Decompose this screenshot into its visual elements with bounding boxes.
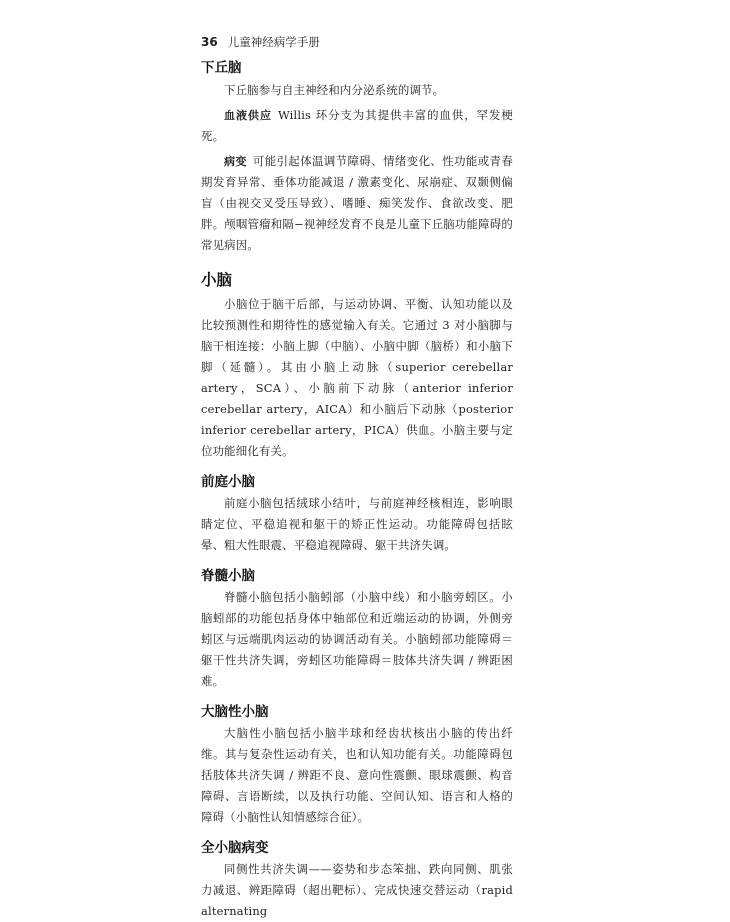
- cerebrocerebellum-text: 大脑性小脑包括小脑半球和经齿状核出小脑的传出纤维。其与复杂性运动有关，也和认知功能有关。功能障碍包括肢体共济失调 / 辨距不良、意向性震颤、眼球震颤、构音障碍、言语断续，以及执行功能、空间认知、语言和人格的障碍（小脑性认知情感综合征）。: [201, 726, 513, 824]
- lesion-term: 病变: [224, 155, 247, 168]
- page-header: [201, 34, 320, 50]
- page-number: 36: [201, 35, 218, 49]
- heading-pancerebellar: 全小脑病变: [201, 840, 269, 856]
- vestibulocerebellum-text: 前庭小脑包括绒球小结叶，与前庭神经核相连，影响眼睛定位、平稳追视和躯干的矫正性运动。功能障碍包括眩晕、粗大性眼震、平稳追视障碍、躯干共济失调。: [201, 496, 513, 552]
- heading-cerebrocerebellum: 大脑性小脑: [201, 704, 269, 720]
- heading-hypothalamus: 下丘脑: [201, 60, 242, 76]
- hypothalamus-intro: 下丘脑参与自主神经和内分泌系统的调节。: [224, 83, 445, 97]
- blood-supply-text: Willis 环分支为其提供丰富的血供，罕发梗死。: [201, 108, 513, 143]
- lesion-text: 可能引起体温调节障碍、情绪变化、性功能或青春期发育异常、垂体功能减退 / 激素变化、尿崩症、双颞侧偏盲（由视交叉受压导致）、嗜睡、痴笑发作、食欲改变、肥胖。颅咽管瘤和隔−视神经发育不良是儿童下丘脑功能障碍的常见病因。: [201, 154, 513, 252]
- pancerebellar-text: 同侧性共济失调——姿势和步态笨拙、跌向同侧、肌张力减退、辨距障碍（超出靶标）、完成快速交替运动（rapid alternating: [201, 862, 513, 918]
- page-content: [201, 56, 513, 922]
- spinocerebellum-text: 脊髓小脑包括小脑蚓部（小脑中线）和小脑旁蚓区。小脑蚓部的功能包括身体中轴部位和近端运动的协调，外侧旁蚓区与远端肌肉运动的协调活动有关。小脑蚓部功能障碍＝躯干性共济失调，旁蚓区功能障碍＝肢体共济失调 / 辨距困难。: [201, 590, 513, 688]
- heading-cerebellum: 小脑: [201, 271, 233, 289]
- hypothalamus-blood-supply: [201, 105, 513, 147]
- running-title: 儿童神经病学手册: [227, 35, 320, 49]
- cerebellum-text: 小脑位于脑干后部，与运动协调、平衡、认知功能以及比较预测性和期待性的感觉输入有关。它通过 3 对小脑脚与脑干相连接：小脑上脚（中脑）、小脑中脚（脑桥）和小脑下脚（延髓）。其由小脑上动脉（superior cerebellar artery，SCA）、小脑前下动脉（anterior inferior cerebellar artery，AICA）和小脑后下动脉（posterior inferior cerebellar artery，PICA）供血。小脑主要与定位功能细化有关。: [201, 297, 513, 458]
- blood-supply-term: 血液供应: [224, 109, 272, 122]
- hypothalamus-lesion: [201, 151, 513, 256]
- heading-vestibulocerebellum: 前庭小脑: [201, 474, 255, 490]
- heading-spinocerebellum: 脊髓小脑: [201, 568, 255, 584]
